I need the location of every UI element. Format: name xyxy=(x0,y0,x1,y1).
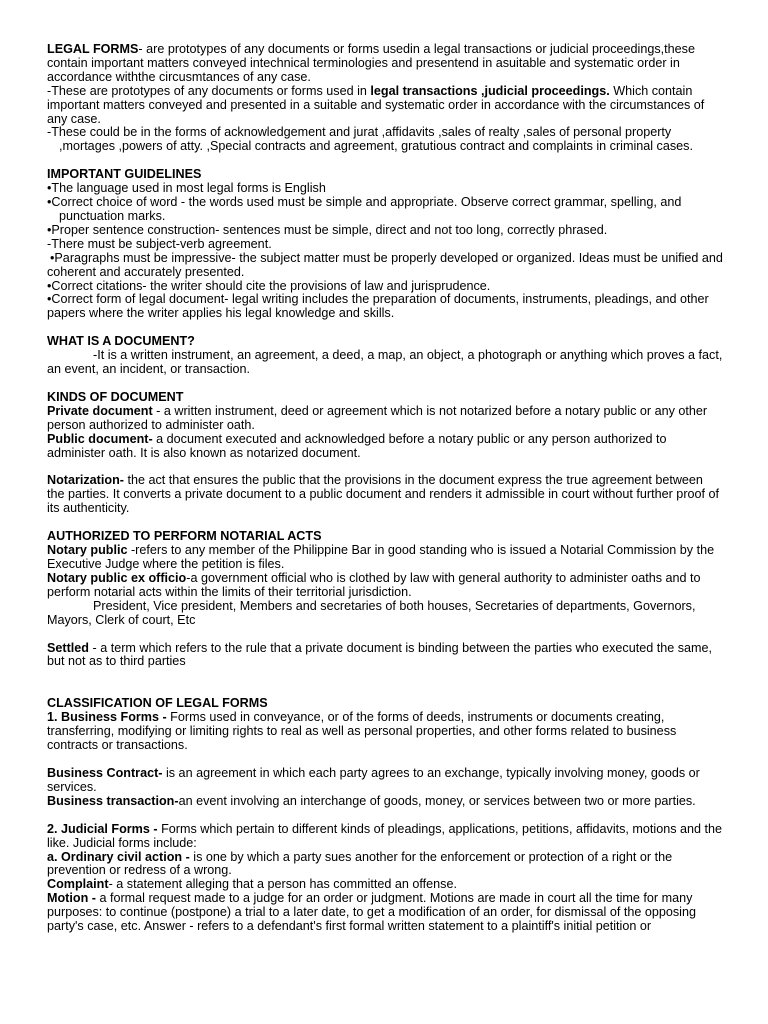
notarization-def xyxy=(47,474,723,516)
officials-list: President, Vice president, Members and secretaries of both houses, Secretaries of departments, Governors, Mayors, Clerk of court, Etc xyxy=(47,598,696,627)
private-document-term: Private document xyxy=(47,403,153,418)
guidelines-heading: IMPORTANT GUIDELINES xyxy=(47,167,202,182)
guidelines-section xyxy=(47,168,723,321)
notary-ex-officio-term: Notary public ex officio xyxy=(47,570,187,585)
ordinary-civil-action-def xyxy=(47,851,723,879)
judicial-forms-term: 2. Judicial Forms - xyxy=(47,821,158,836)
motion-def xyxy=(47,892,723,934)
notary-public-def xyxy=(47,544,723,572)
complaint-term: Complaint xyxy=(47,877,109,892)
guideline-item: •Correct choice of word - the words used must be simple and appropriate. Observe correct grammar, spelling, and punctuation marks. xyxy=(47,195,682,223)
document-body xyxy=(47,43,723,934)
notary-ex-officio-text: -a government official who is clothed by law with general authority to administer oaths and to perform notarial acts within the limits of their territorial jurisdiction. xyxy=(47,570,701,599)
public-document-def xyxy=(47,433,723,461)
public-document-term: Public document- xyxy=(47,431,153,446)
notarization-term: Notarization- xyxy=(47,473,124,488)
document-definition: -It is a written instrument, an agreement, a deed, a map, an object, a photograph or anything which proves a fact, an event, an incident, or transaction. xyxy=(47,348,723,377)
intro-text-2b: Which contain important matters conveyed and presented in a suitable and systematic order in accordance with the circumstances of any case. xyxy=(47,83,705,126)
business-contract-term: Business Contract- xyxy=(47,765,163,780)
private-document-text: - a written instrument, deed or agreement which is not notarized before a notary public or any other person authorized to administer oath. xyxy=(47,403,708,432)
authorized-heading: AUTHORIZED TO PERFORM NOTARIAL ACTS xyxy=(47,529,322,544)
motion-term: Motion - xyxy=(47,891,96,906)
public-document-text: a document executed and acknowledged before a notary public or any person authorized to administer oath. It is also known as notarized document. xyxy=(47,431,667,460)
kinds-heading: KINDS OF DOCUMENT xyxy=(47,389,184,404)
motion-text: a formal request made to a judge for an order or judgment. Motions are made in court all the time for many purposes: to continue (postpone) a trial to a later date, to get a modification of an order, for dismissal of the opposing party's case, etc. Answer - refers to a defendant's first formal written statement to a plaintiff's initial petition or xyxy=(47,891,696,934)
settled-term: Settled xyxy=(47,640,89,655)
business-forms-text: Forms used in conveyance, or of the forms of deeds, instruments or documents creating, transferring, modifying or limiting rights to real as well as personal properties, and other forms related to business contracts or transactions. xyxy=(47,710,677,753)
guideline-item: •Proper sentence construction- sentences must be simple, direct and not too long, correctly phrased. xyxy=(47,222,608,237)
settled-text: - a term which refers to the rule that a private document is binding between the parties who executed the same, but not as to third parties xyxy=(47,640,713,669)
authorized-section xyxy=(47,530,723,669)
complaint-def xyxy=(47,878,723,892)
guideline-item: •The language used in most legal forms is English xyxy=(47,181,326,196)
intro-paragraph-3: -These could be in the forms of acknowledgement and jurat ,affidavits ,sales of realty ,sales of personal property ,mortages ,powers of atty. ,Special contracts and agreement, gratutious contract and complaints in criminal cases. xyxy=(47,125,693,154)
business-contract-def xyxy=(47,767,723,795)
intro-text-1: - are prototypes of any documents or forms usedin a legal transactions or judicial proceedings,these contain important matters conveyed intechnical terminologies and presentend in asuitable and systematic order in accordance withthe circusmtances of any case. xyxy=(47,42,695,84)
intro-bold-phrase: legal transactions ,judicial proceedings. xyxy=(370,83,610,98)
guideline-item: •Correct form of legal document- legal writing includes the preparation of documents, instruments, pleadings, and other papers where the writer applies his legal knowledge and skills. xyxy=(47,292,709,321)
notarization-text: the act that ensures the public that the provisions in the document express the true agreement between the parties. It converts a private document to a public document and renders it admissible in court without further proof of its authenticity. xyxy=(47,473,720,516)
notary-ex-officio-def xyxy=(47,572,723,600)
intro-paragraph-2 xyxy=(47,85,723,127)
ordinary-civil-action-term: a. Ordinary civil action - xyxy=(47,849,190,864)
business-transaction-def xyxy=(47,795,723,809)
guideline-item: -There must be subject-verb agreement. xyxy=(47,236,272,251)
judicial-forms-text: Forms which pertain to different kinds of pleadings, applications, petitions, affidavits, motions and the like. Judicial forms include: xyxy=(47,821,723,850)
business-transaction-text: an event involving an interchange of goods, money, or services between two or more parties. xyxy=(178,793,696,808)
kinds-section xyxy=(47,391,723,516)
settled-def xyxy=(47,642,723,670)
intro-paragraph-1 xyxy=(47,43,723,85)
guideline-item: •Correct citations- the writer should cite the provisions of law and jurisprudence. xyxy=(47,278,491,293)
legal-forms-term: LEGAL FORMS xyxy=(47,42,139,56)
private-document-def xyxy=(47,405,723,433)
ordinary-civil-action-text: is one by which a party sues another for the enforcement or protection of a right or the prevention or redress of a wrong. xyxy=(47,849,673,878)
business-contract-text: is an agreement in which each party agrees to an exchange, typically involving money, goods or services. xyxy=(47,765,700,794)
intro-text-2a: -These are prototypes of any documents or forms used in xyxy=(47,83,371,98)
business-forms-term: 1. Business Forms - xyxy=(47,710,167,725)
judicial-forms-def xyxy=(47,823,723,851)
notary-public-term: Notary public xyxy=(47,543,128,558)
document-heading: WHAT IS A DOCUMENT? xyxy=(47,334,195,349)
business-forms-def xyxy=(47,711,723,753)
classification-heading: CLASSIFICATION OF LEGAL FORMS xyxy=(47,696,268,711)
document-definition-section xyxy=(47,335,723,377)
intro-section xyxy=(47,43,723,154)
business-transaction-term: Business transaction- xyxy=(47,793,179,808)
classification-section xyxy=(47,697,723,934)
guideline-item: •Paragraphs must be impressive- the subject matter must be properly developed or organized. Ideas must be unified and coherent and accurately presented. xyxy=(47,250,723,279)
notary-public-text: -refers to any member of the Philippine Bar in good standing who is issued a Notarial Commission by the Executive Judge where the petition is files. xyxy=(47,543,715,571)
complaint-text: - a statement alleging that a person has committed an offense. xyxy=(108,877,457,892)
